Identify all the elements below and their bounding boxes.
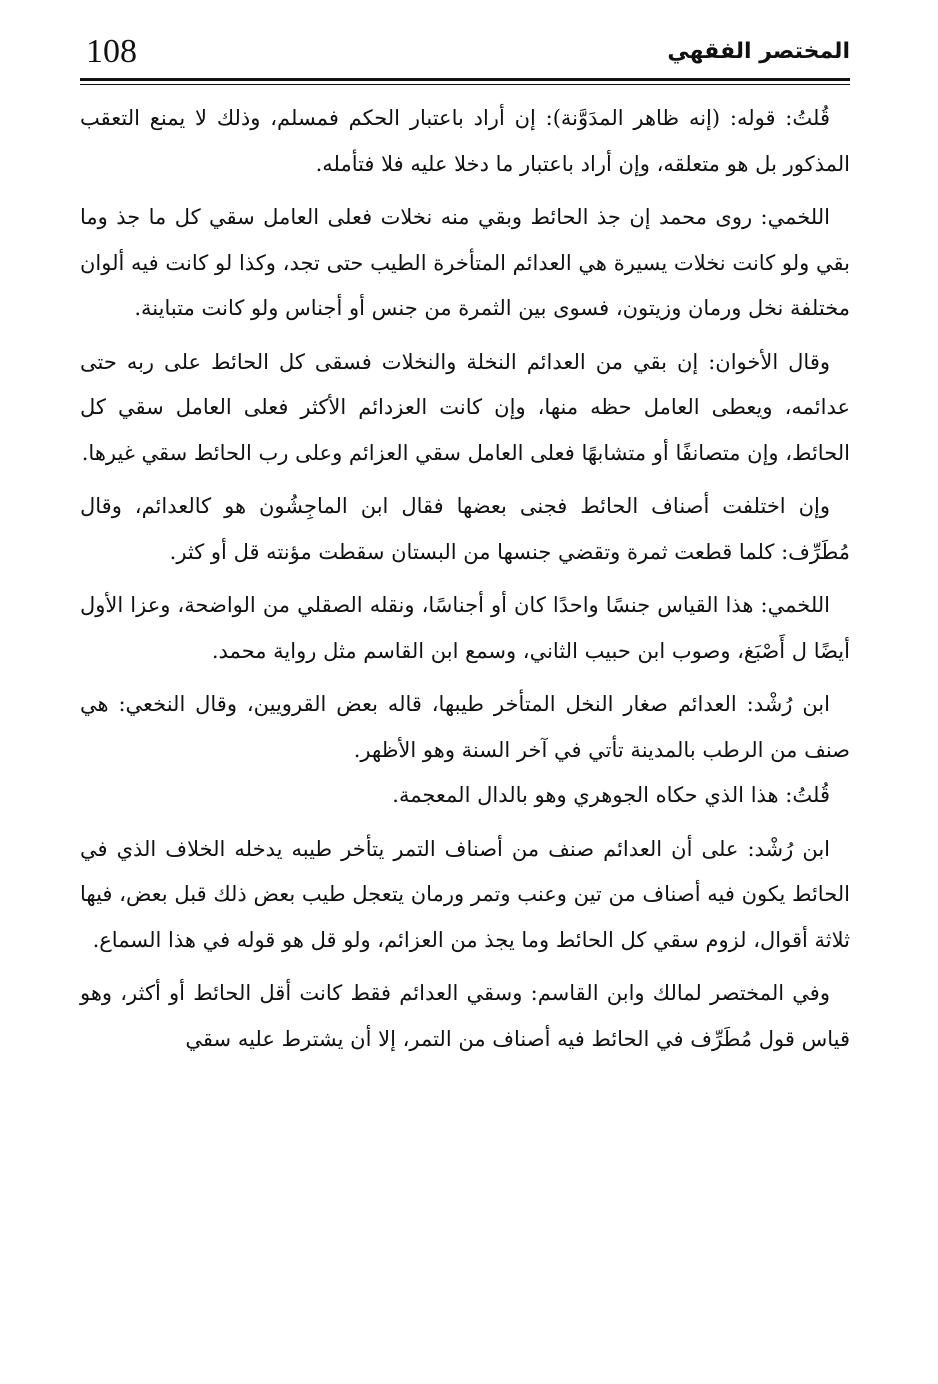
body-text: [80, 96, 850, 1070]
paragraph: قُلتُ: قوله: (إنه ظاهر المدَوَّنة): إن أراد باعتبار الحكم فمسلم، وذلك لا يمنع التعقب المذكور بل هو متعلقه، وإن أراد باعتبار ما دخلا عليه فلا فتأمله.: [80, 106, 850, 176]
paragraph: وقال الأخوان: إن بقي من العدائم النخلة والنخلات فسقى كل الحائط على ربه حتى عدائمه، ويعطى العامل حظه منها، وإن كانت العزدائم الأكثر فعلى العامل سقي كل الحائط، وإن متصانفًا أو متشابهًا فعلى العامل سقي العزائم وعلى رب الحائط سقي غيرها.: [80, 349, 850, 465]
paragraph: وفي المختصر لمالك وابن القاسم: وسقي العدائم فقط كانت أقل الحائط أو أكثر، وهو قياس قول مُطَرِّف في الحائط فيه أصناف من التمر، إلا أن يشترط عليه سقي: [80, 981, 850, 1051]
running-title: المختصر الفقهي: [667, 39, 850, 64]
paragraph: وإن اختلفت أصناف الحائط فجنى بعضها فقال ابن الماجِشُون هو كالعدائم، وقال مُطَرِّف: كلما قطعت ثمرة وتقضي جنسها من البستان سقطت مؤنته قل أو كثر.: [80, 494, 850, 564]
paragraph: ابن رُشْد: العدائم صغار النخل المتأخر طيبها، قاله بعض القرويين، وقال النخعي: هي صنف من الرطب بالمدينة تأتي في آخر السنة وهو الأظهر.: [80, 692, 850, 762]
page-header: [80, 28, 850, 76]
header-rule-thin: [80, 84, 850, 85]
page-number: 108: [86, 33, 137, 70]
header-rule-thick: [80, 78, 850, 81]
paragraph: قُلتُ: هذا الذي حكاه الجوهري وهو بالدال المعجمة.: [392, 783, 830, 807]
paragraph: اللخمي: هذا القياس جنسًا واحدًا كان أو أجناسًا، ونقله الصقلي من الواضحة، وعزا الأول أيضًا ل أَصْبَغ، وصوب ابن حبيب الثاني، وسمع ابن القاسم مثل رواية محمد.: [80, 593, 850, 663]
paragraph: ابن رُشْد: على أن العدائم صنف من أصناف التمر يتأخر طيبه يدخله الخلاف الذي في الحائط يكون فيه أصناف من تين وعنب وتمر ورمان يتعجل طيب بعض ذلك قبل بعض، فيها ثلاثة أقوال، لزوم سقي كل الحائط وما يجذ من العزائم، ولو قل هو قوله في هذا السماع.: [80, 836, 850, 952]
paragraph: اللخمي: روى محمد إن جذ الحائط وبقي منه نخلات فعلى العامل سقي كل ما جذ وما بقي ولو كانت نخلات يسيرة هي العدائم المتأخرة الطيب حتى تجد، وكذا لو كانت فيه ألوان مختلفة نخل ورمان وزيتون، فسوى بين الثمرة من جنس أو أجناس ولو كانت متباينة.: [80, 205, 850, 320]
